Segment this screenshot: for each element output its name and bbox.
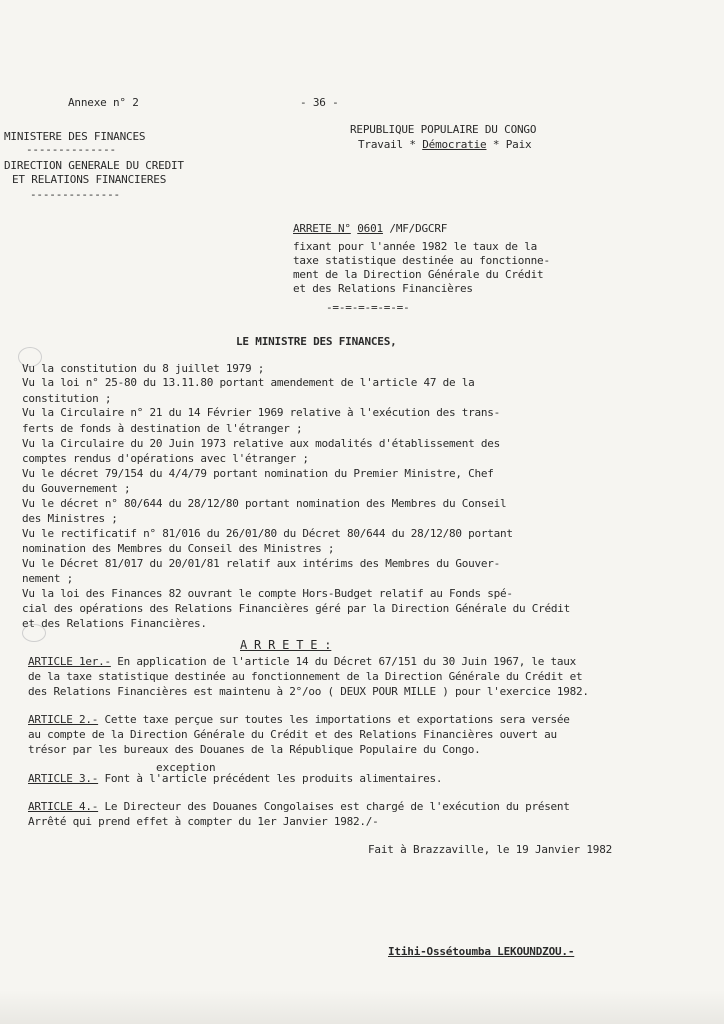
article-4-line-1	[28, 800, 570, 813]
arrete-ref: /MF/DGCRF	[389, 222, 448, 235]
annex-label: Annexe n° 2	[68, 96, 139, 109]
article-2-line-1	[28, 713, 570, 726]
article-1-line-3: des Relations Financières est maintenu à 2°/oo ( DEUX POUR MILLE ) pour l'exercice 1982.	[28, 685, 589, 698]
article-4-line-2: Arrêté qui prend effet à compter du 1er Janvier 1982./-	[28, 815, 379, 828]
article-3-label: ARTICLE 3.-	[28, 772, 99, 785]
arrete-subject-2: taxe statistique destinée au fonctionne-	[293, 254, 550, 267]
place-date: Fait à Brazzaville, le 19 Janvier 1982	[368, 843, 613, 856]
arrete-label: ARRETE N°	[293, 222, 351, 235]
consideration-line: Vu le Décret 81/017 du 20/01/81 relatif aux intérims des Membres du Gouver-	[22, 557, 500, 570]
motto-part-2: Démocratie	[422, 138, 487, 151]
consideration-line: Vu la loi n° 25-80 du 13.11.80 portant amendement de l'article 47 de la	[22, 376, 475, 389]
article-1-line-2: de la taxe statistique destinée au fonctionnement de la Direction Générale du Crédit et	[28, 670, 583, 683]
consideration-line: Vu la Circulaire du 20 Juin 1973 relative aux modalités d'établissement des	[22, 437, 500, 450]
republic-motto	[358, 138, 531, 152]
direction-separator: --------------	[30, 188, 120, 201]
consideration-line: nomination des Membres du Conseil des Ministres ;	[22, 542, 335, 555]
arrete-number: 0601	[357, 222, 383, 235]
consideration-line: Vu le décret 79/154 du 4/4/79 portant nomination du Premier Ministre, Chef	[22, 467, 494, 480]
consideration-line: nement ;	[22, 572, 73, 585]
direction-line-1: DIRECTION GENERALE DU CREDIT	[4, 159, 184, 172]
article-1-label: ARTICLE 1er.-	[28, 655, 111, 668]
consideration-line: Vu la Circulaire n° 21 du 14 Février 1969 relative à l'exécution des trans-	[22, 406, 500, 419]
article-2-label: ARTICLE 2.-	[28, 713, 99, 726]
arrete-number-line	[293, 222, 447, 236]
consideration-line: Vu le décret n° 80/644 du 28/12/80 portant nomination des Membres du Conseil	[22, 497, 507, 510]
direction-line-2: ET RELATIONS FINANCIERES	[12, 173, 167, 186]
motto-part-3: * Paix	[486, 138, 532, 151]
consideration-line: Vu la loi des Finances 82 ouvrant le compte Hors-Budget relatif au Fonds spé-	[22, 587, 513, 600]
consideration-line: Vu la constitution du 8 juillet 1979 ;	[22, 362, 265, 375]
article-3-line-1	[28, 772, 442, 785]
consideration-line: des Ministres ;	[22, 512, 118, 525]
ministry-separator: --------------	[26, 143, 116, 156]
signatory-name: Itihi-Ossétoumba LEKOUNDZOU.-	[388, 945, 575, 958]
republic-name: REPUBLIQUE POPULAIRE DU CONGO	[350, 123, 537, 136]
consideration-line: Vu le rectificatif n° 81/016 du 26/01/80 du Décret 80/644 du 28/12/80 portant	[22, 527, 513, 540]
article-4-text: Le Directeur des Douanes Congolaises est chargé de l'exécution du présent	[98, 800, 570, 813]
arrete-heading: A R R E T E :	[240, 638, 332, 652]
article-4-label: ARTICLE 4.-	[28, 800, 99, 813]
arrete-subject-4: et des Relations Financières	[293, 282, 473, 295]
article-2-line-2: au compte de la Direction Générale du Crédit et des Relations Financières ouvert au	[28, 728, 557, 741]
consideration-line: cial des opérations des Relations Financières géré par la Direction Générale du Crédit	[22, 602, 571, 615]
page-number: - 36 -	[300, 96, 339, 109]
consideration-line: ferts de fonds à destination de l'étranger ;	[22, 422, 303, 435]
article-1-text: En application de l'article 14 du Décret 67/151 du 30 Juin 1967, le taux	[110, 655, 577, 668]
arrete-separator: -=-=-=-=-=-=-	[326, 301, 410, 314]
page-bottom-shadow	[0, 990, 724, 1024]
arrete-subject-3: ment de la Direction Générale du Crédit	[293, 268, 544, 281]
consideration-line: constitution ;	[22, 392, 112, 405]
article-3-insert: exception	[156, 761, 216, 774]
article-2-line-3: trésor par les bureaux des Douanes de la République Populaire du Congo.	[28, 743, 481, 756]
article-3-text: Font à l'article précédent les produits alimentaires.	[98, 772, 443, 785]
minister-title: LE MINISTRE DES FINANCES,	[236, 335, 397, 348]
article-2-text: Cette taxe perçue sur toutes les importations et exportations sera versée	[98, 713, 570, 726]
motto-part-1: Travail *	[358, 138, 423, 151]
article-1-line-1	[28, 655, 576, 668]
consideration-line: et des Relations Financières.	[22, 617, 207, 630]
ministry-name: MINISTERE DES FINANCES	[4, 130, 146, 143]
consideration-line: comptes rendus d'opérations avec l'étranger ;	[22, 452, 309, 465]
consideration-line: du Gouvernement ;	[22, 482, 131, 495]
arrete-subject-1: fixant pour l'année 1982 le taux de la	[293, 240, 538, 253]
